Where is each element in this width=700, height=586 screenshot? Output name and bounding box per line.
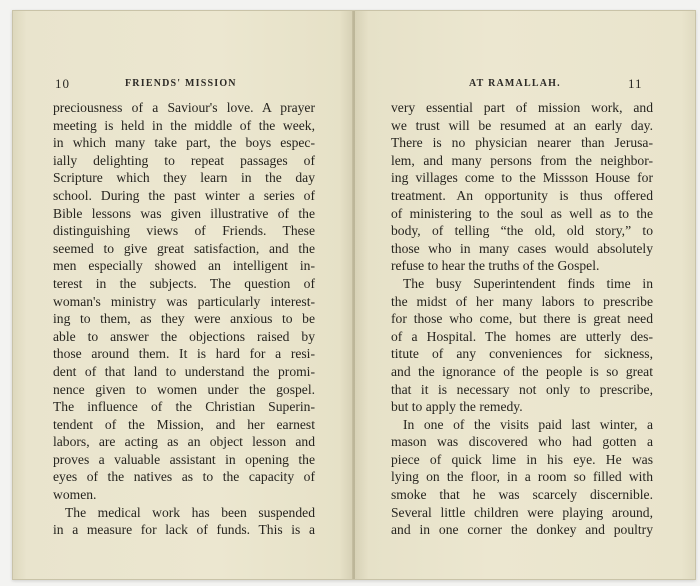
- text-line: meeting is held in the middle of the week,: [53, 117, 315, 133]
- text-line: lying on the floor, in a room so filled with: [391, 469, 653, 485]
- text-line: preciousness of a Saviour's love. A prayer: [53, 100, 315, 115]
- text-line: of ministering to the soul as well as to the: [391, 205, 653, 221]
- text-line: school. During the past winter a series of: [53, 187, 315, 203]
- text-line: very essential part of mission work, and: [391, 100, 653, 115]
- text-line: ially delighting to repeat passages of: [53, 152, 315, 168]
- text-line: terest in the subjects. The question of: [53, 275, 315, 291]
- text-line: we trust will be resumed at an early day.: [391, 117, 653, 133]
- right-page-text: [391, 99, 653, 539]
- text-line: men especially showed an intelligent in-: [53, 258, 315, 274]
- text-line: able to answer the objections raised by: [53, 328, 315, 344]
- text-line: mason was discovered who had gotten a: [391, 434, 653, 450]
- text-line: seemed to give great satisfaction, and the: [53, 240, 315, 256]
- text-line: that it is necessary not only to prescribe,: [391, 381, 653, 397]
- text-line: labors, are acting as an object lesson and: [53, 434, 315, 450]
- left-page-number: 10: [55, 76, 70, 91]
- text-line: In one of the visits paid last winter, a: [403, 416, 653, 432]
- text-line: but to apply the remedy.: [391, 399, 523, 415]
- text-line: The influence of the Christian Superin-: [53, 399, 315, 415]
- left-running-head: FRIENDS' MISSION: [125, 78, 237, 89]
- text-line: of a Hospital. The homes are utterly des-: [391, 328, 653, 344]
- text-line: body, of telling “the old, old story,” to: [391, 223, 653, 239]
- text-line: in a measure for lack of funds. This is a: [53, 522, 315, 538]
- text-line: The medical work has been suspended: [65, 504, 315, 520]
- text-line: titute of any conveniences for sickness,: [391, 346, 653, 362]
- text-line: nence given to women under the gospel.: [53, 381, 315, 397]
- text-line: those who in many cases would absolutely: [391, 240, 653, 256]
- open-book: [12, 10, 696, 580]
- text-line: There is no physician nearer than Jerusa-: [391, 135, 653, 151]
- text-line: treatment. An opportunity is thus offered: [391, 187, 653, 203]
- text-line: lem, and many persons from the neighbor-: [391, 152, 653, 168]
- text-line: tendent of the Mission, and her earnest: [53, 416, 315, 432]
- text-line: refuse to hear the truths of the Gospel.: [391, 258, 600, 274]
- text-line: for those who come, but there is great need: [391, 311, 653, 327]
- text-line: and the ignorance of the people is so great: [391, 363, 653, 379]
- text-line: distinguishing views of Friends. These: [53, 223, 315, 239]
- text-line: The busy Superintendent finds time in: [403, 275, 653, 291]
- text-line: women.: [53, 487, 97, 503]
- right-page-number: 11: [628, 76, 643, 91]
- text-line: ing villages come to the Missson House for: [391, 170, 653, 186]
- text-line: Several little children were playing around,: [391, 504, 653, 520]
- text-line: eyes of the natives as to the capacity of: [53, 469, 315, 485]
- left-page: [13, 11, 353, 579]
- text-line: Scripture which they learn in the day: [53, 170, 315, 186]
- text-line: woman's ministry was particularly interest-: [53, 293, 315, 309]
- text-line: proves a valuable assistant in opening the: [53, 451, 315, 467]
- text-line: those around them. It is hard for a resi-: [53, 346, 315, 362]
- right-page: [355, 11, 695, 579]
- text-line: smoke that he was scarcely discernible.: [391, 487, 653, 503]
- text-line: and in one corner the donkey and poultry: [391, 522, 653, 538]
- text-line: in which many take part, the boys espec-: [53, 135, 315, 151]
- left-page-text: [53, 99, 315, 539]
- text-line: ing to them, as they were anxious to be: [53, 311, 315, 327]
- right-running-head: AT RAMALLAH.: [469, 78, 561, 89]
- text-line: the midst of her many labors to prescribe: [391, 293, 653, 309]
- text-line: Bible lessons was given illustrative of the: [53, 205, 315, 221]
- text-line: dent of that land to understand the promi-: [53, 363, 315, 379]
- text-line: piece of quick lime in his eye. He was: [391, 451, 653, 467]
